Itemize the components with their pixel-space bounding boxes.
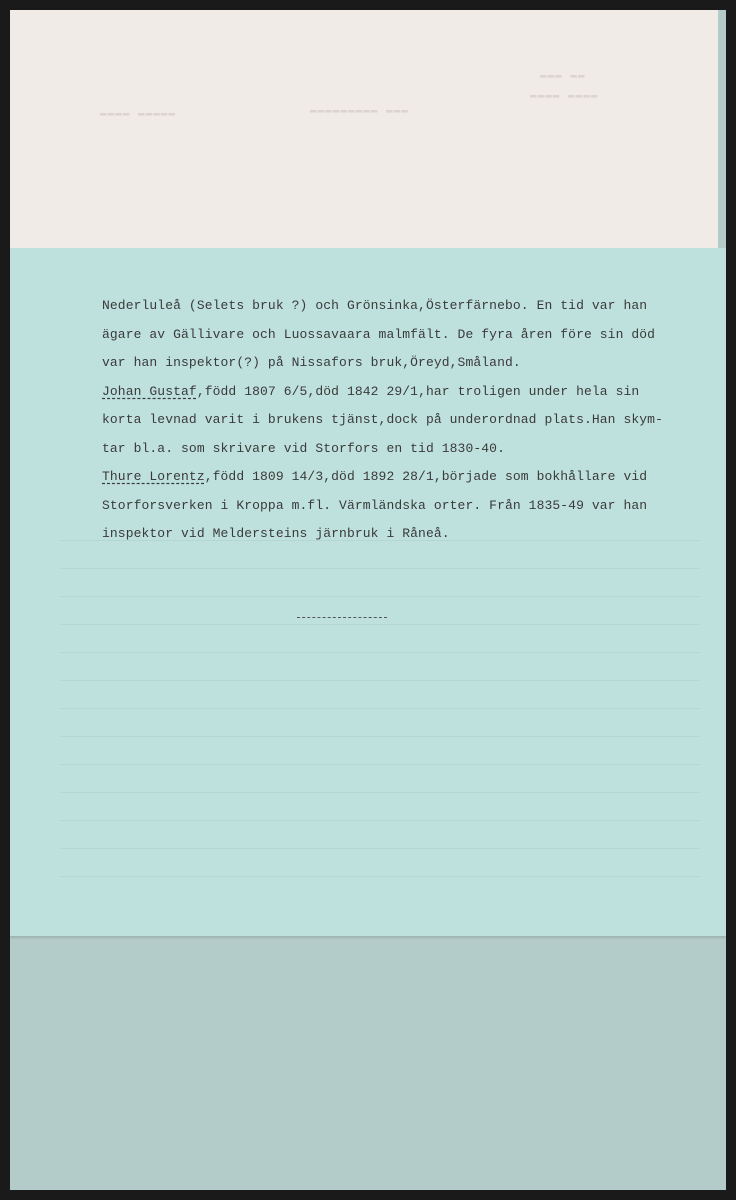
bleed-through-lines: [60, 540, 700, 904]
text-line: ägare av Gällivare och Luossavaara malmfält. De fyra åren före sin död: [102, 326, 656, 342]
text-segment: ,född 1807 6/5,död 1842 29/1,har troligen under hela sin: [196, 383, 640, 399]
person-name: Thure Lorentz: [102, 469, 205, 484]
separator-line: [297, 617, 387, 618]
bleed-through-mark: ▬▬▬▬ ▬▬▬▬▬: [100, 108, 177, 120]
text-line: inspektor vid Meldersteins järnbruk i Råneå.: [102, 526, 450, 541]
text-line: [102, 463, 712, 492]
text-segment: ,född 1809 14/3,död 1892 28/1,började som bokhållare vid: [204, 469, 648, 484]
bleed-through-mark: ▬▬▬▬ ▬▬▬▬: [530, 90, 599, 102]
bleed-through-mark: ▬▬▬ ▬▬: [540, 70, 586, 82]
text-line: Nederluleå (Selets bruk ?) och Grönsinka,Österfärnebo. En tid var han: [102, 298, 648, 313]
bleed-through-mark: ▬▬▬▬▬▬▬▬▬ ▬▬▬: [310, 105, 409, 117]
typed-text: [102, 292, 712, 549]
person-name: Johan Gustaf: [102, 383, 197, 399]
text-line: var han inspektor(?) på Nissafors bruk,Öreyd,Småland.: [102, 355, 521, 370]
text-line: Storforsverken i Kroppa m.fl. Värmländska orter. Från 1835-49 var han: [102, 497, 648, 513]
text-line: [102, 378, 712, 407]
text-line: tar bl.a. som skrivare vid Storfors en tid 1830-40.: [102, 440, 505, 456]
text-line: korta levnad varit i brukens tjänst,dock på underordnad plats.Han skym-: [102, 412, 663, 427]
top-sheet: [10, 10, 718, 250]
